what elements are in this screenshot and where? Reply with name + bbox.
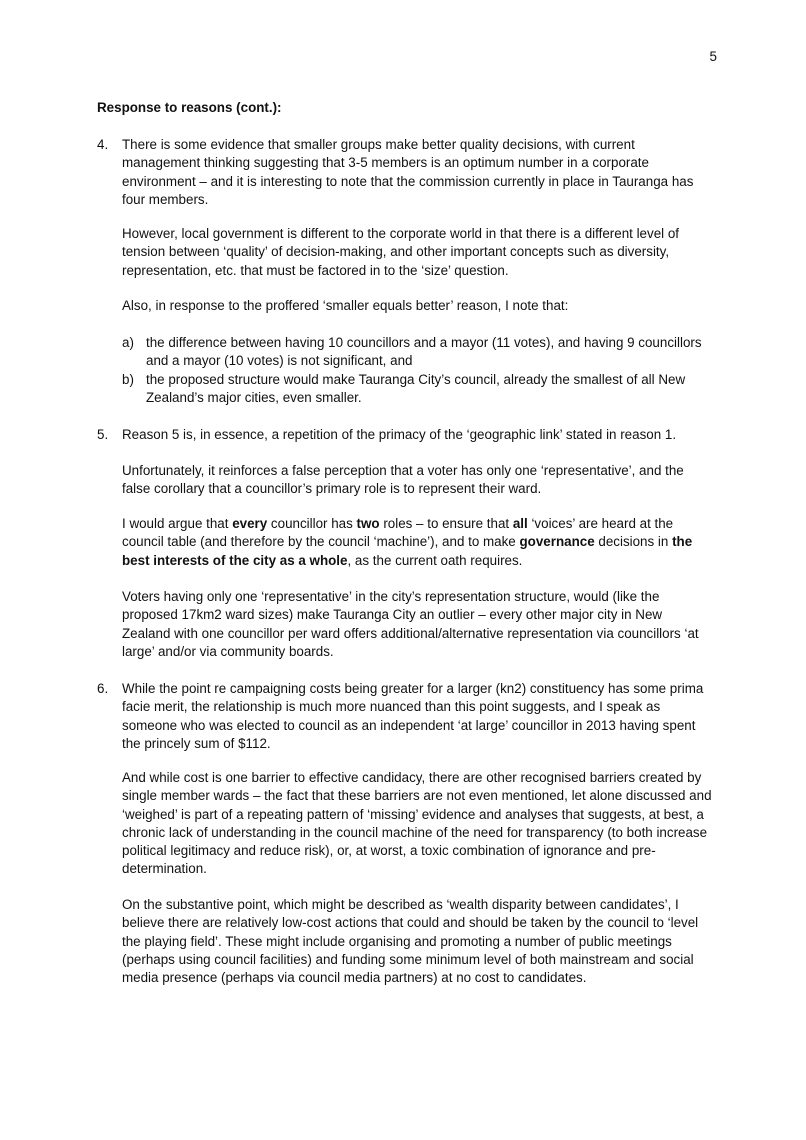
text-run: ‘voices’ are heard at the council table (and therefore by the council ‘machine’), and to make (122, 516, 674, 550)
paragraph: And while cost is one barrier to effective candidacy, there are other recognised barriers created by single member wards – the fact that these barriers are not even mentioned, let alone discussed and ‘weighed’ is part of a repeating pattern of ‘missing’ evidence and analyses that suggests, at best, a chronic lack of understanding in the council machine of the need for transparency (to both increase political legitimacy and reduce risk), or, at worst, a toxic combination of ignorance and pre-determination. (122, 770, 712, 877)
sub-item-text: the difference between having 10 councillors and a mayor (11 votes), and having 9 councillors and a mayor (10 votes) is not significant, and (146, 335, 702, 369)
section-heading: Response to reasons (cont.): (97, 100, 282, 115)
text-run: , as the current oath requires. (347, 552, 523, 568)
paragraph: However, local government is different to the corporate world in that there is a different level of tension between ‘quality’ of decision-making, and other important concepts such as diversity, representation, etc. that must be factored in to the ‘size’ question. (122, 226, 680, 278)
paragraph: While the point re campaigning costs being greater for a larger (kn2) constituency has some prima facie merit, the relationship is much more nuanced than this point suggests, and I speak as someone who was elected to council as an independent ‘at large’ councillor in 2013 having spent the princely sum of $112. (122, 681, 704, 751)
paragraph-rich (122, 515, 712, 570)
sub-item-text: the proposed structure would make Tauranga City’s council, already the smallest of all New Zealand’s major cities, even smaller. (146, 372, 686, 406)
paragraph: Also, in response to the proffered ‘smaller equals better’ reason, I note that: (122, 298, 569, 313)
text-run: decisions in (594, 534, 673, 550)
emphasis-text: governance (519, 534, 595, 550)
page-number: 5 (709, 49, 717, 64)
emphasis-text: the best interests of the city as a whole (122, 534, 693, 568)
paragraph: Unfortunately, it reinforces a false perception that a voter has only one ‘representative’, and the false corollary that a councillor’s primary role is to represent their ward. (122, 463, 684, 497)
sub-item-label: a) (122, 335, 134, 350)
sub-item-label: b) (122, 372, 134, 387)
paragraph: There is some evidence that smaller groups make better quality decisions, with current management thinking suggesting that 3-5 members is an optimum number in a corporate environment – and it is interesting to note that the commission currently in place in Tauranga has four members. (122, 137, 694, 207)
item-number: 4. (97, 137, 109, 152)
text-run: I would argue that (122, 516, 233, 531)
item-number: 6. (97, 681, 109, 696)
paragraph: Reason 5 is, in essence, a repetition of the primacy of the ‘geographic link’ stated in reason 1. (122, 427, 677, 442)
paragraph: On the substantive point, which might be described as ‘wealth disparity between candidates’, I believe there are relatively low-cost actions that could and should be taken by the council to ‘level the playing field’. These might include organising and promoting a number of public meetings (perhaps using council facilities) and funding some minimum level of both mainstream and social media presence (perhaps via council media partners) at no cost to candidates. (122, 897, 699, 986)
text-run: councillor has (267, 516, 357, 531)
text-run: roles – to ensure that (379, 516, 513, 531)
item-number: 5. (97, 427, 109, 442)
emphasis-text: every (232, 516, 268, 531)
emphasis-text: all (512, 516, 528, 531)
emphasis-text: two (356, 516, 380, 531)
paragraph: Voters having only one ‘representative’ in the city’s representation structure, would (like the proposed 17km2 ward sizes) make Tauranga City an outlier – every other major city in New Zealand with one councillor per ward offers additional/alternative representation via councillors ‘at large’ and/or via community boards. (122, 589, 699, 659)
